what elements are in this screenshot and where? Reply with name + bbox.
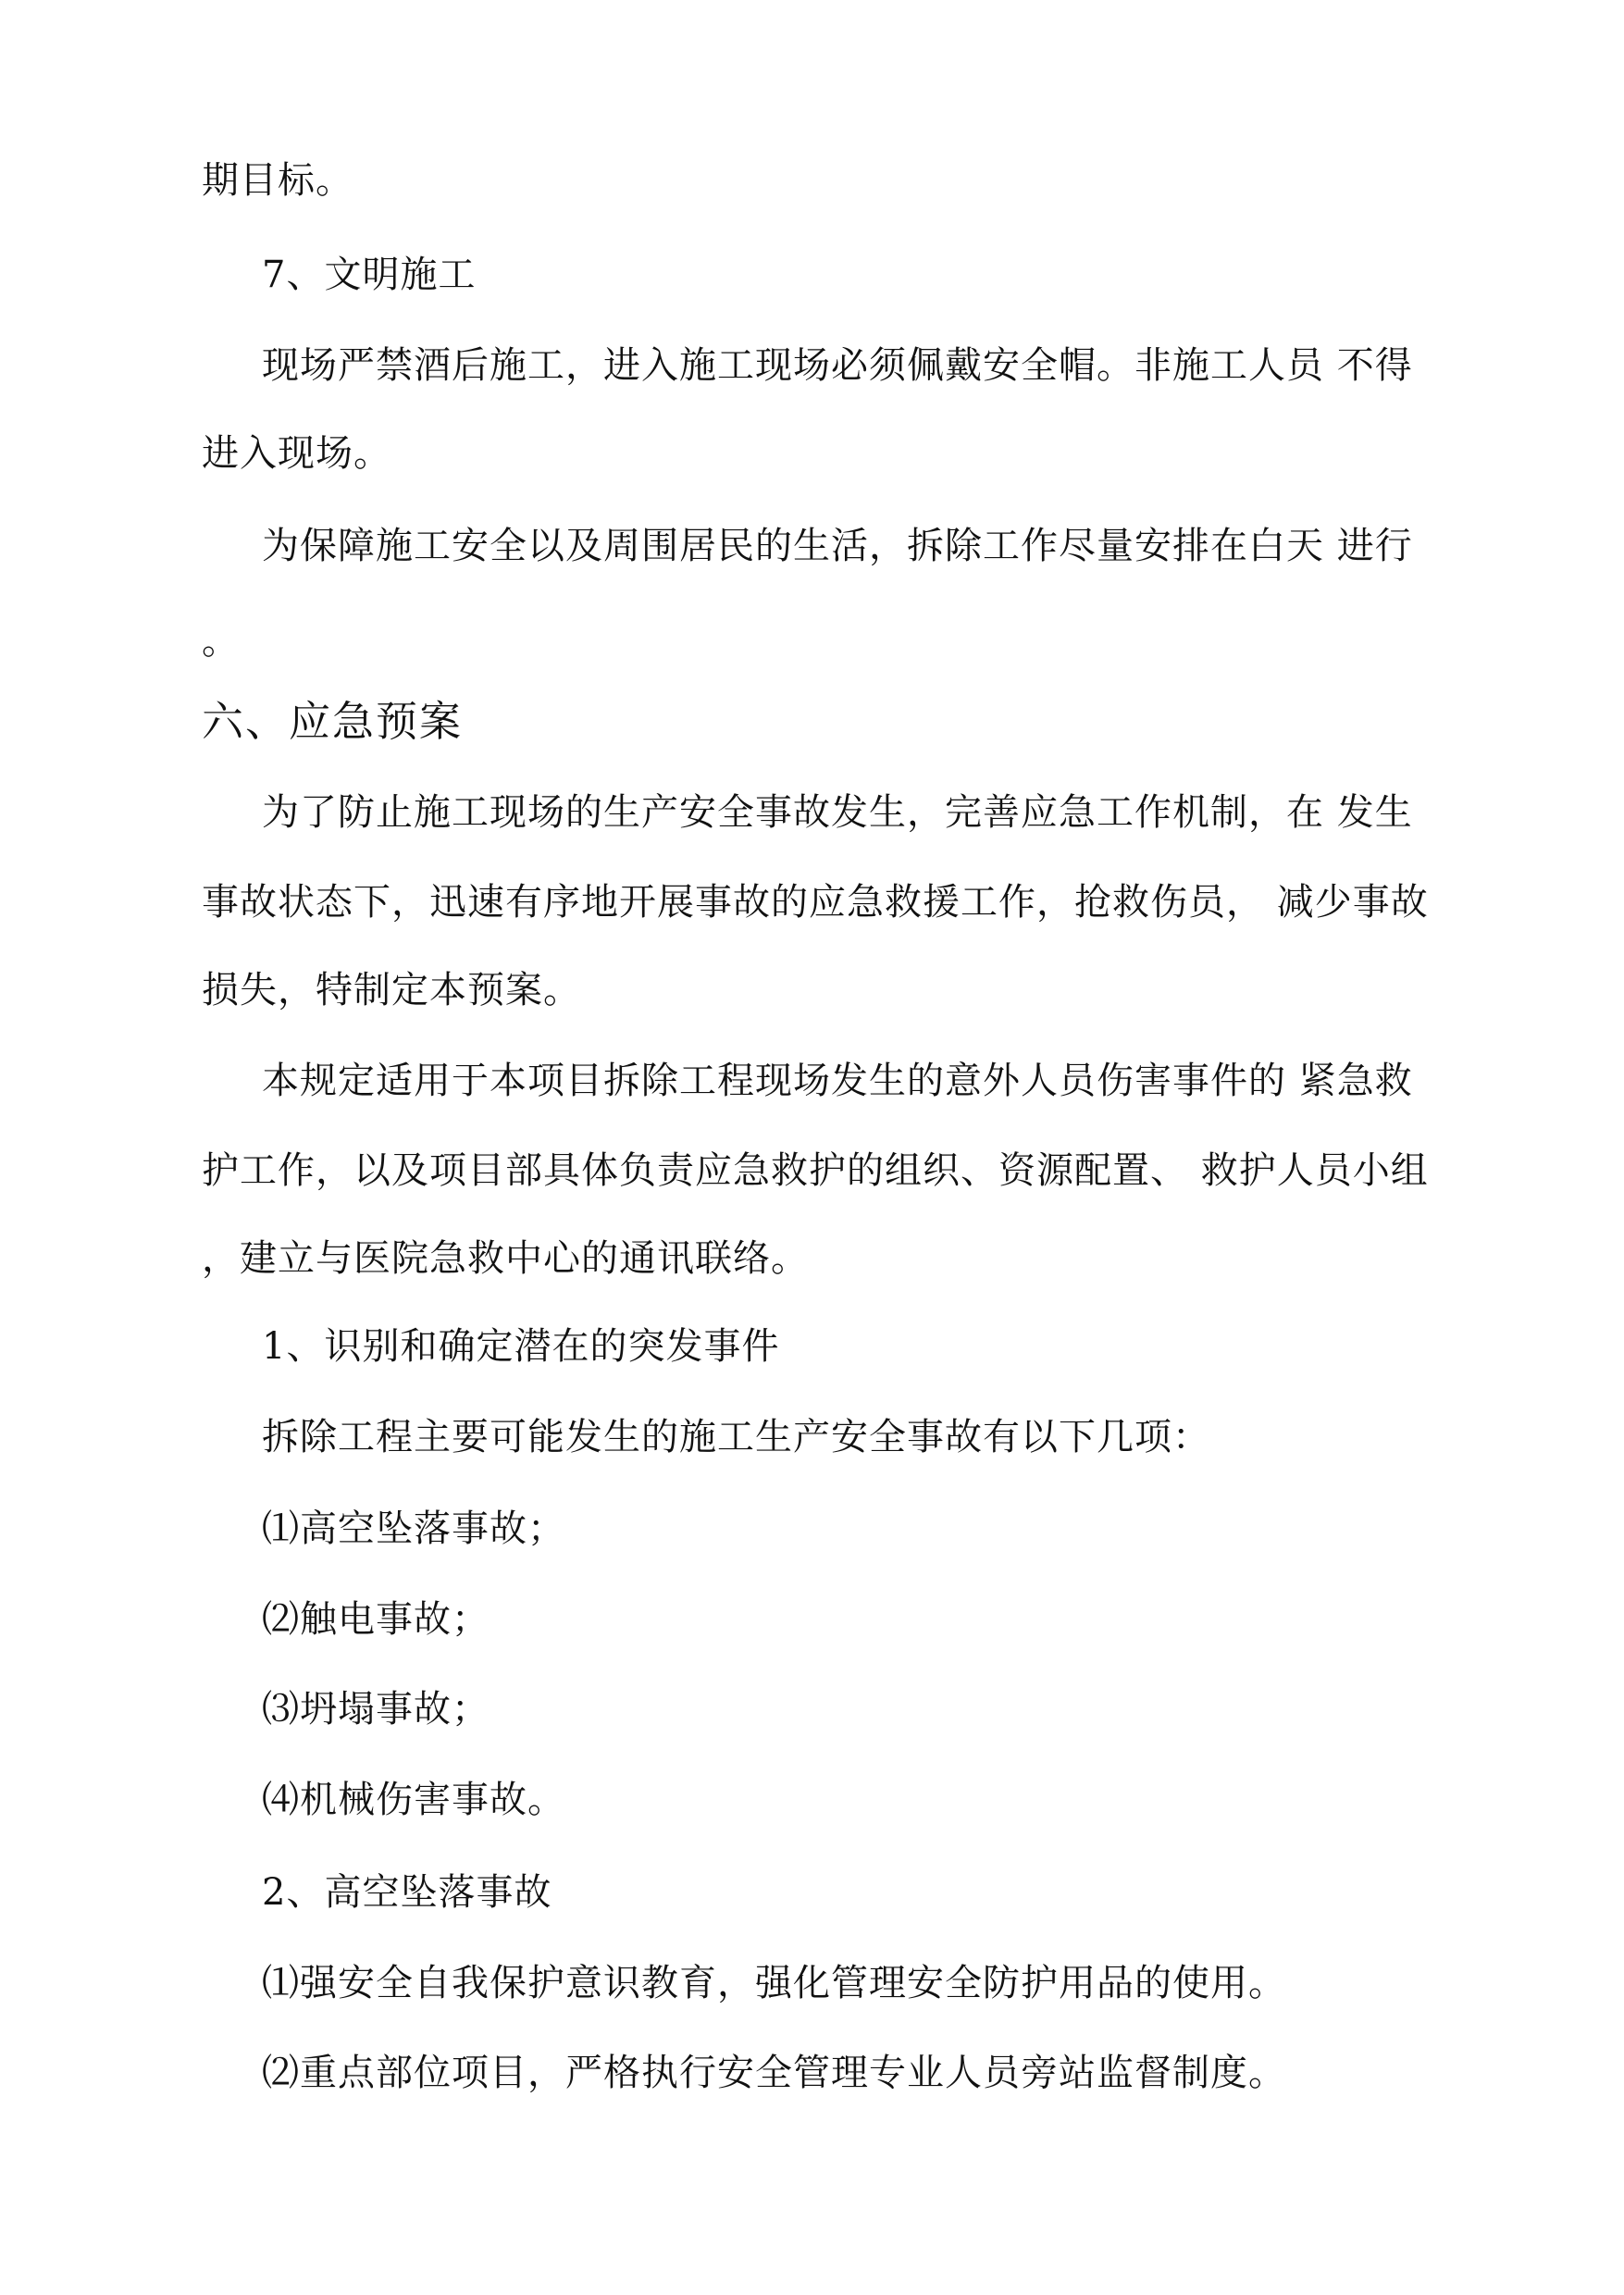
chapter-heading: 六、应急预案 bbox=[202, 697, 464, 746]
list-item: ⑷机械伤害事故。 bbox=[262, 1779, 565, 1821]
text-line: 现场严禁酒后施工，进入施工现场必须佩戴安全帽。非施工人员 不得 bbox=[262, 344, 1413, 387]
list-item: ⑵触电事故； bbox=[262, 1598, 490, 1641]
text-line: 期目标。 bbox=[202, 159, 353, 202]
text-line: 事故状态下，迅速有序地开展事故的应急救援工作，抢救伤员， 减少事故 bbox=[202, 881, 1429, 924]
text-line: 护工作，以及项目部具体负责应急救护的组织、资源配置、 救护人员小组 bbox=[202, 1149, 1429, 1192]
text-line: 进入现场。 bbox=[202, 432, 391, 475]
section-heading: 2、高空坠落事故 bbox=[262, 1871, 552, 1914]
list-item: ⑶坍塌事故； bbox=[262, 1688, 490, 1731]
section-heading: 7、文明施工 bbox=[262, 254, 477, 296]
text-line: 。 bbox=[202, 620, 240, 663]
section-heading: 1、识别和确定潜在的突发事件 bbox=[262, 1325, 780, 1368]
list-item: ⑴高空坠落事故； bbox=[262, 1507, 565, 1550]
text-line: 拆除工程主要可能发生的施工生产安全事故有以下几项： bbox=[262, 1416, 1210, 1458]
text-line: 为保障施工安全以及周围居民的生活，拆除工作尽量安排在白天 进行 bbox=[262, 525, 1413, 567]
text-line: 本规定适用于本项目拆除工程现场发生的意外人员伤害事件的 紧急救 bbox=[262, 1060, 1413, 1102]
list-item: ⑴强安全自我保护意识教育，强化管理安全防护用品的使用。 bbox=[262, 1962, 1286, 2004]
text-line: ，建立与医院急救中心的通讯联络。 bbox=[202, 1237, 809, 1280]
text-line: 为了防止施工现场的生产安全事故发生，完善应急工作机制，在 发生 bbox=[262, 791, 1413, 834]
text-line: 损失，特制定本预案。 bbox=[202, 969, 581, 1011]
list-item: ⑵重点部位项目，严格执行安全管理专业人员旁站监督制度。 bbox=[262, 2052, 1286, 2094]
